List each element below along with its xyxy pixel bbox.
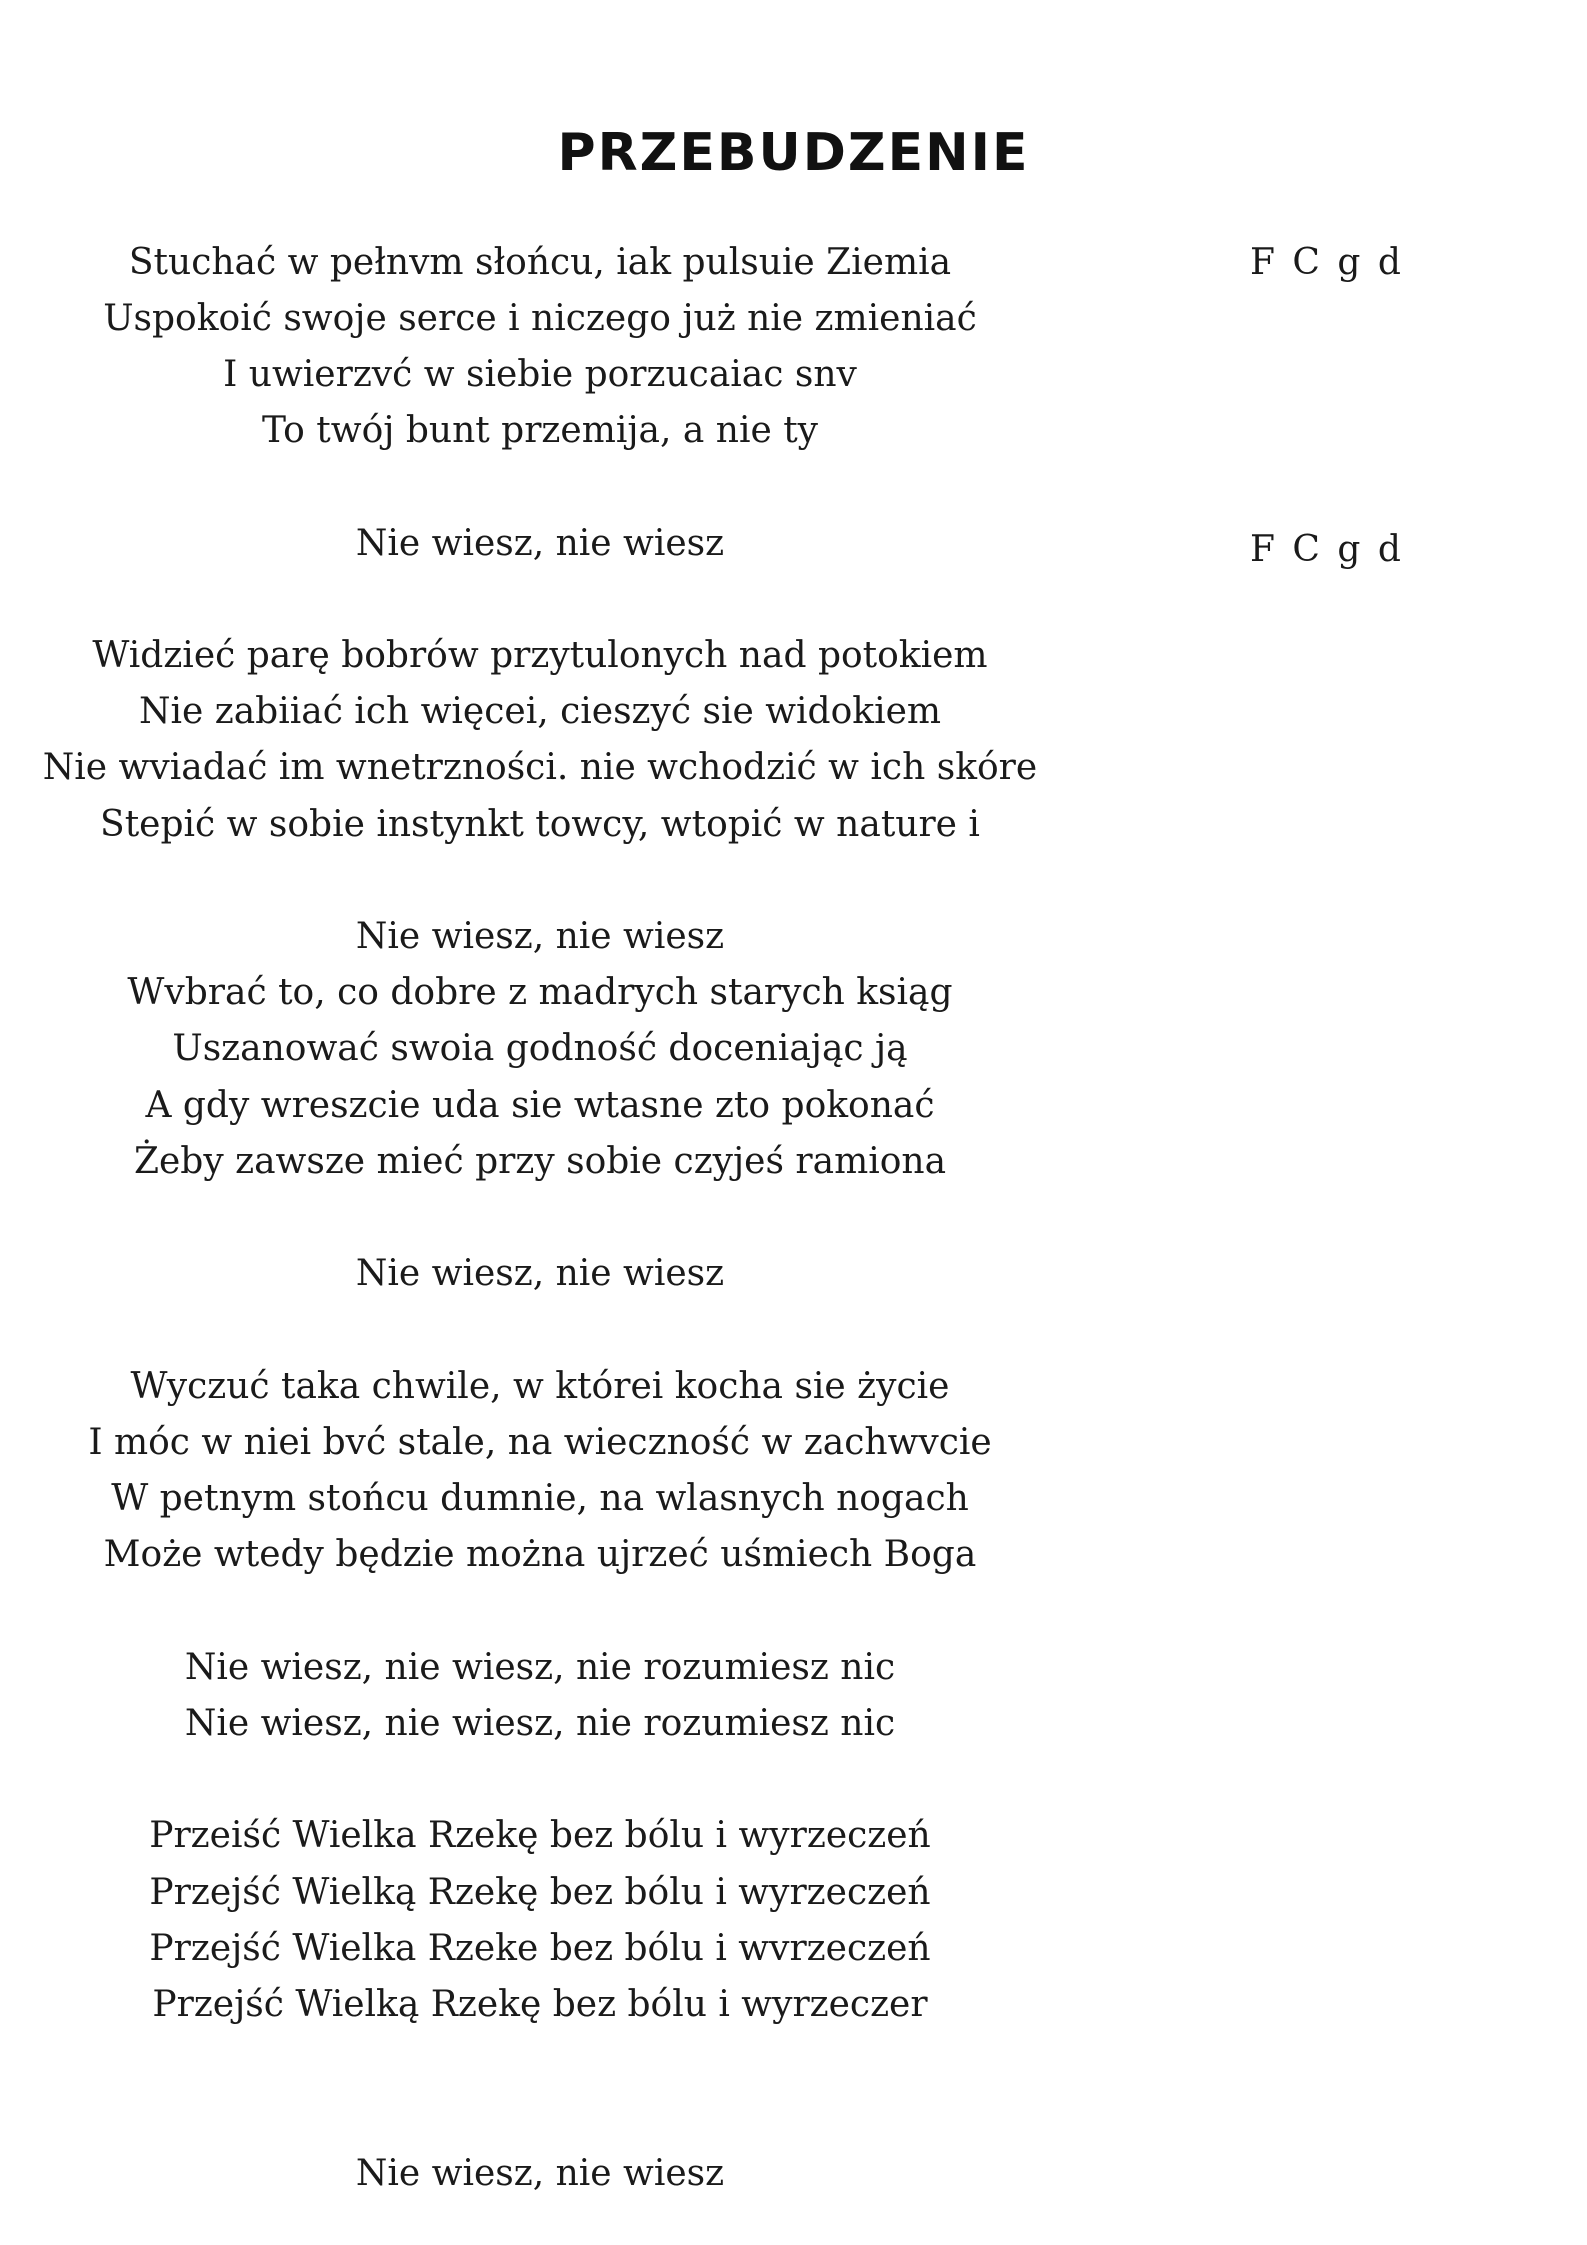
- refrain-line: Nie wiesz, nie wiesz: [355, 1253, 725, 1294]
- refrain-line: Nie wiesz, nie wiesz: [355, 523, 725, 564]
- lyric-line: I uwierzvć w siebie porzucaiac snv: [223, 354, 857, 395]
- lyric-line: A gdy wreszcie uda sie wtasne zto pokonać: [145, 1085, 935, 1126]
- lyric-line: Stepić w sobie instynkt towcy, wtopić w nature i: [100, 804, 980, 845]
- lyric-line: Stuchać w pełnvm słońcu, iak pulsuie Ziemia: [128, 242, 952, 283]
- song-title: PRZEBUDZENIE: [557, 123, 1030, 183]
- refrain-line: Nie wiesz, nie wiesz, nie rozumiesz nic: [184, 1703, 896, 1744]
- lyric-line: Nie wviadać im wnetrzności. nie wchodzić w ich skóre: [42, 747, 1038, 788]
- lyric-line: Może wtedy będzie można ujrzeć uśmiech Boga: [103, 1534, 977, 1575]
- lyric-line: Przejść Wielka Rzeke bez bólu i wvrzeczeń: [149, 1928, 931, 1969]
- lyric-line: I móc w niei bvć stale, na wieczność w zachwvcie: [88, 1422, 992, 1463]
- lyric-line: Uspokoić swoje serce i niczego już nie zmieniać: [103, 298, 977, 339]
- refrain-line: Nie wiesz, nie wiesz, nie rozumiesz nic: [184, 1647, 896, 1688]
- lyric-line: Przeiść Wielka Rzekę bez bólu i wyrzeczeń: [149, 1815, 931, 1856]
- lyric-line: Przejść Wielką Rzekę bez bólu i wyrzeczer: [152, 1984, 928, 2025]
- lyric-line: W petnym stońcu dumnie, na wlasnych nogach: [111, 1478, 969, 1519]
- lyric-line: Przejść Wielką Rzekę bez bólu i wyrzeczeń: [149, 1872, 931, 1913]
- lyric-line: Widzieć parę bobrów przytulonych nad potokiem: [92, 635, 988, 676]
- lyric-line: Żeby zawsze mieć przy sobie czyjeś ramiona: [133, 1141, 947, 1182]
- lyric-line: Wvbrać to, co dobre z madrych starych ksiąg: [127, 972, 953, 1013]
- lyric-line: Wyczuć taka chwile, w którei kocha sie życie: [130, 1366, 950, 1407]
- lyric-line: Nie zabiiać ich więcei, cieszyć sie widokiem: [138, 691, 942, 732]
- lyric-line: To twój bunt przemija, a nie ty: [261, 410, 819, 451]
- refrain-line: Nie wiesz, nie wiesz: [355, 2153, 725, 2194]
- lyric-line: Uszanować swoia godność doceniając ją: [172, 1028, 908, 1069]
- chords-refrain-1: F C g d: [1250, 529, 1404, 570]
- refrain-line: Nie wiesz, nie wiesz: [355, 916, 725, 957]
- chords-verse-1: F C g d: [1250, 242, 1404, 283]
